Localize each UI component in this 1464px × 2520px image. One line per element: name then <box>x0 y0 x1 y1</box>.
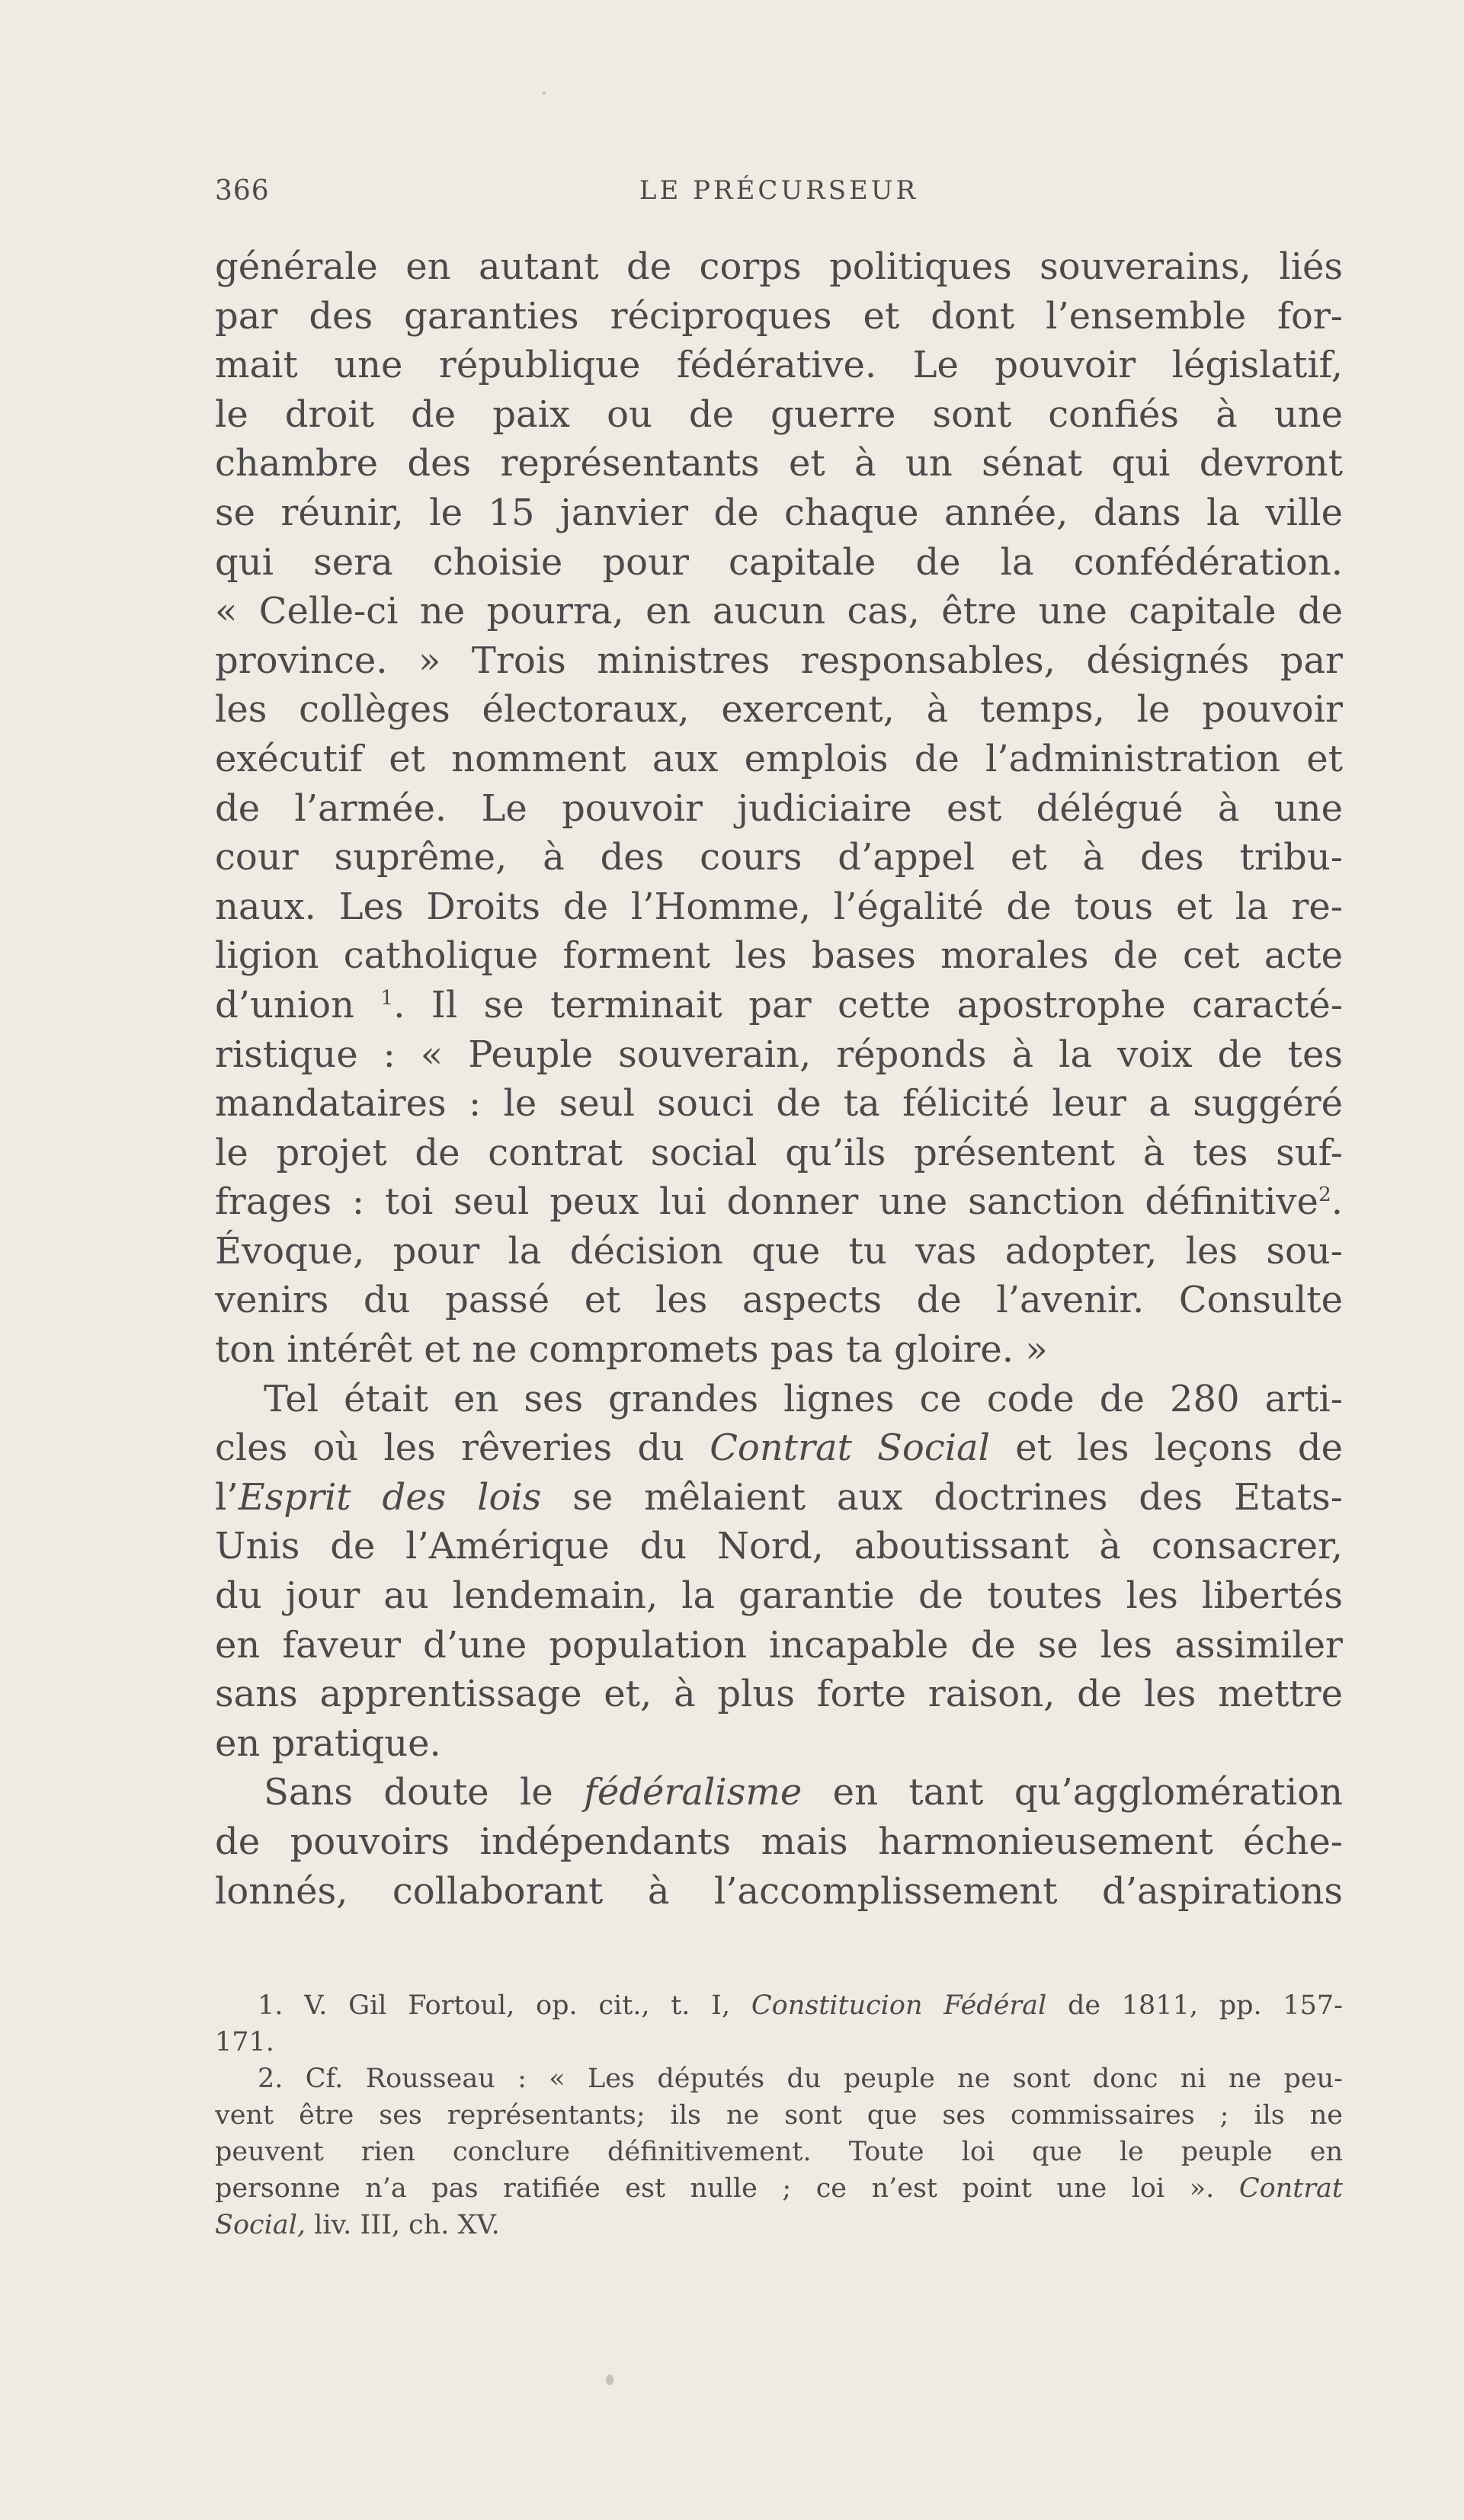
page-header <box>215 175 1343 229</box>
text-line: le projet de contrat social qu’ils présentent à tes suf- <box>215 1131 1343 1174</box>
paragraph-start-line: Tel était en ses grandes lignes ce code de 280 arti- <box>264 1377 1343 1420</box>
footnote-ref-1[interactable]: 1 <box>380 985 394 1010</box>
footnote-2-line: peuvent rien conclure définitivement. Toute loi que le peuple en <box>215 2137 1343 2167</box>
text-line <box>215 981 1343 1030</box>
footnote-2: 2. Cf. Rousseau : « Les députés du peuple ne sont donc ni ne peu- <box>258 2064 1343 2094</box>
text-segment: . <box>1331 1180 1343 1224</box>
footnote-2-line: vent être ses représentants; ils ne sont que ses commissaires ; ils ne <box>215 2100 1343 2131</box>
text-segment: cles où les rêveries du <box>215 1427 685 1470</box>
text-line: chambre des représentants et à un sénat qui devront <box>215 442 1343 485</box>
text-segment: liv. III, ch. XV. <box>314 2210 500 2240</box>
footnote-1 <box>215 1987 1343 2024</box>
text-line: ton intérêt et ne compromets pas ta gloire. » <box>215 1328 1048 1372</box>
italic-title: Social, <box>215 2210 306 2240</box>
text-line: Unis de l’Amérique du Nord, aboutissant à consacrer, <box>215 1525 1343 1568</box>
footnote-ref-2[interactable]: 2 <box>1318 1183 1331 1207</box>
text-segment: Sans doute le <box>264 1771 553 1814</box>
text-line: le droit de paix ou de guerre sont confiés à une <box>215 392 1343 436</box>
text-segment: l’ <box>215 1475 239 1519</box>
text-line: province. » Trois ministres responsables, désignés par <box>215 639 1343 682</box>
footnotes <box>215 1987 1343 2243</box>
text-segment: personne n’a pas ratifiée est nulle ; ce n’est point une loi ». <box>215 2173 1215 2204</box>
text-line <box>215 1423 1343 1473</box>
footnote-2-line <box>215 2207 1343 2243</box>
text-line: exécutif et nomment aux emplois de l’administration et <box>215 737 1343 780</box>
text-segment: de 1811, pp. 157- <box>1067 1990 1343 2021</box>
text-line: de pouvoirs indépendants mais harmonieusement éche- <box>215 1820 1343 1863</box>
text-segment: 1. V. Gil Fortoul, op. cit., t. I, <box>258 1990 731 2021</box>
text-line: cour suprême, à des cours d’appel et à des tribu- <box>215 836 1343 879</box>
running-title: LE PRÉCURSEUR <box>639 175 919 206</box>
text-segment: se mêlaient aux doctrines des Etats- <box>572 1475 1343 1519</box>
text-line: ristique : « Peuple souverain, réponds à la voix de tes <box>215 1033 1343 1076</box>
text-line <box>215 1177 1343 1227</box>
paragraph-start-line <box>215 1768 1343 1817</box>
italic-term: fédéralisme <box>584 1771 802 1814</box>
text-line: ligion catholique forment les bases morales de cet acte <box>215 934 1343 978</box>
italic-title: Constitucion Fédéral <box>751 1990 1047 2021</box>
text-line: générale en autant de corps politiques souverains, liés <box>215 245 1343 288</box>
text-segment: d’union <box>215 983 354 1026</box>
text-line: Évoque, pour la décision que tu vas adopter, les sou- <box>215 1229 1343 1273</box>
text-line: lonnés, collaborant à l’accomplissement d’aspirations <box>215 1869 1343 1913</box>
text-line: venirs du passé et les aspects de l’avenir. Consulte <box>215 1279 1343 1322</box>
text-line: se réunir, le 15 janvier de chaque année, dans la ville <box>215 491 1343 534</box>
italic-title: Esprit des lois <box>238 1475 542 1519</box>
italic-title: Contrat Social <box>710 1427 991 1470</box>
text-line: mait une république fédérative. Le pouvoir législatif, <box>215 344 1343 387</box>
text-line: les collèges électoraux, exercent, à temps, le pouvoir <box>215 688 1343 732</box>
paper-speck <box>543 91 546 94</box>
text-line <box>215 1473 1343 1523</box>
text-line: en faveur d’une population incapable de se les assimiler <box>215 1623 1343 1667</box>
text-line: en pratique. <box>215 1721 441 1765</box>
page-number: 366 <box>215 175 270 207</box>
text-segment: et les leçons de <box>1015 1427 1343 1470</box>
text-segment: en tant qu’agglomération <box>832 1771 1343 1814</box>
text-line: naux. Les Droits de l’Homme, l’égalité de tous et la re- <box>215 885 1343 928</box>
paper-speck <box>606 2374 613 2385</box>
text-line: par des garanties réciproques et dont l’ensemble for- <box>215 294 1343 338</box>
text-segment: . Il se terminait par cette apostrophe caracté- <box>393 983 1343 1026</box>
text-segment: frages : toi seul peux lui donner une sanction définitive <box>215 1180 1318 1224</box>
text-line: de l’armée. Le pouvoir judiciaire est délégué à une <box>215 786 1343 830</box>
footnote-2-line <box>215 2170 1343 2207</box>
text-line: « Celle-ci ne pourra, en aucun cas, être une capitale de <box>215 590 1343 633</box>
text-line: du jour au lendemain, la garantie de toutes les libertés <box>215 1574 1343 1618</box>
text-line: qui sera choisie pour capitale de la confédération. <box>215 540 1343 584</box>
text-line: mandataires : le seul souci de ta félicité leur a suggéré <box>215 1082 1343 1126</box>
body-text <box>215 242 1343 1916</box>
text-line: sans apprentissage et, à plus forte raison, de les mettre <box>215 1673 1343 1716</box>
italic-title: Contrat <box>1238 2173 1343 2204</box>
footnote-1-continuation: 171. <box>215 2027 274 2057</box>
